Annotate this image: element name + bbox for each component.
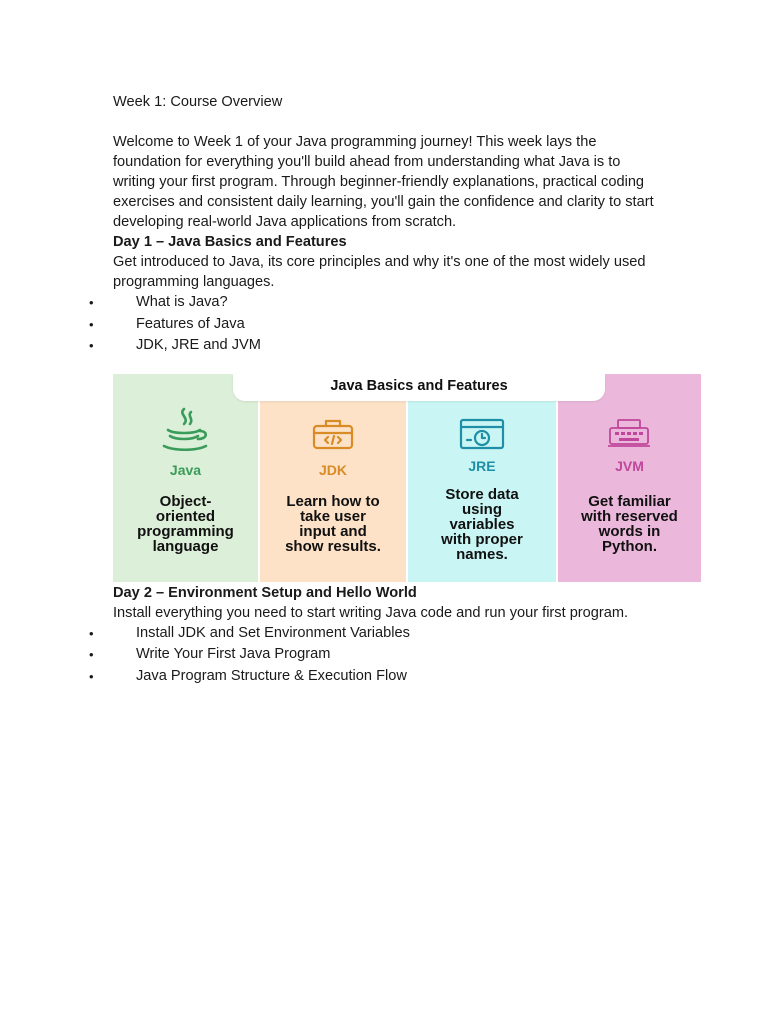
intro-line-1: Welcome to Week 1 of your Java programming journey! This week lays the [113,134,597,150]
panel-label-java: Java [169,461,202,478]
day2-title: Day 2 – Environment Setup and Hello World [113,584,417,601]
bullet-icon: • [89,668,94,684]
panel-desc-line: Store data [445,485,519,503]
panel-desc-line: names. [456,545,508,563]
bullet-icon: • [89,295,94,310]
intro-line-5: developing real-world Java applications from scratch. [113,214,457,230]
panel-desc-line: language [152,537,219,555]
list-item [0,623,703,645]
figure-panel-jre [408,374,556,582]
panel-desc-line: take user [300,507,366,525]
figure-panel-jvm [558,374,701,582]
panel-label-jvm: JVM [615,457,644,474]
panel-desc-line: programming [137,522,234,540]
panel-label-jdk: JDK [318,461,347,478]
list-item [0,666,703,688]
day1-desc-line-2: programming languages. [113,274,275,290]
panel-desc-line: oriented [155,507,216,525]
panel-desc-line: using [462,500,502,518]
typewriter-icon [606,418,652,450]
list-item-text: Java Program Structure & Execution Flow [136,667,407,684]
java-cup-icon [160,406,212,454]
day1-desc-line-1: Get introduced to Java, its core principles and why it's one of the most widely used [113,254,646,270]
panel-desc-line: show results. [285,537,381,555]
bullet-icon: • [89,338,94,353]
list-item [0,644,703,666]
intro-line-4: exercises and consistent daily learning, you'll gain the confidence and clarity to start [113,194,654,210]
day2-desc-line-1: Install everything you need to start writing Java code and run your first program. [113,604,629,621]
list-item [0,335,703,357]
panel-label-jre: JRE [468,457,496,474]
list-item [0,314,703,336]
panel-desc-line: Object- [159,492,212,510]
panel-desc-line: words in [598,522,661,540]
figure-panel-java [113,374,258,582]
panel-desc-line: Get familiar [588,492,671,510]
list-item-text: Install JDK and Set Environment Variables [136,624,410,641]
panel-desc-line: Learn how to [286,492,380,510]
day1-title: Day 1 – Java Basics and Features [113,234,347,250]
panel-desc-line: Python. [602,537,657,555]
list-item-text: What is Java? [136,294,228,310]
panel-desc-line: variables [449,515,515,533]
browser-clock-icon [459,418,505,450]
page-heading: Week 1: Course Overview [113,94,283,110]
intro-line-3: writing your first program. Through beginner-friendly explanations, practical coding [113,174,645,190]
list-item [0,292,703,314]
panel-desc-line: input and [299,522,367,540]
toolbox-code-icon [312,418,354,450]
figure-panel-jdk [260,374,406,582]
bullet-icon: • [89,625,94,641]
panel-desc-line: with proper [441,530,523,548]
list-item-text: Write Your First Java Program [136,646,331,662]
list-item-text: JDK, JRE and JVM [136,337,261,353]
day1-bullet-list [0,292,703,357]
bullet-icon: • [89,316,94,332]
figure-title: Java Basics and Features [233,374,605,401]
bullet-icon: • [89,647,94,662]
document-body [89,92,703,687]
panel-desc-line: with reserved [581,507,678,525]
list-item-text: Features of Java [136,315,245,332]
java-basics-figure [113,374,701,582]
intro-line-2: foundation for everything you'll build ahead from understanding what Java is to [113,154,621,170]
day2-bullet-list [0,623,703,688]
